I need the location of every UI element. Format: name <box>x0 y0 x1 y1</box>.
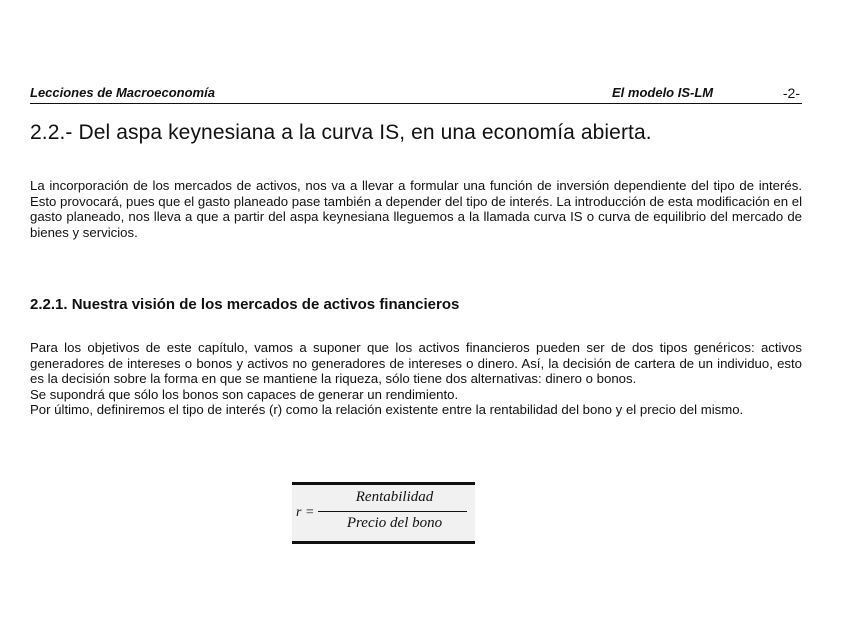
subsection-title: 2.2.1. Nuestra visión de los mercados de activos financieros <box>30 296 460 313</box>
chapter-title: El modelo IS-LM <box>612 85 714 100</box>
section-title: 2.2.- Del aspa keynesiana a la curva IS, en una economía abierta. <box>30 121 652 144</box>
paragraph-1: La incorporación de los mercados de activos, nos va a llevar a formular una función de inversión dependiente del tipo de interés. Esto provocará, pues que el gasto planeado pase también a depender del tipo de interés. La introducción de esta modificación en el gasto planeado, nos lleva a que a partir del aspa keynesiana lleguemos a la llamada curva IS o curva de equilibrio del mercado de bienes y servicios. <box>30 178 802 240</box>
paragraph-2-part-b: Se supondrá que sólo los bonos son capaces de generar un rendimiento. <box>30 386 459 402</box>
paragraph-2-part-a: Para los objetivos de este capítulo, vamos a suponer que los activos financieros pueden ser de dos tipos genéricos: activos generadores de intereses o bonos y activos no generadores de intereses o dinero. Así, la decisión de cartera de un individuo, esto es la decisión sobre la forma en que se mantiene la riqueza, sólo tiene dos alternativas: dinero o bonos. <box>30 340 802 387</box>
paragraph-2-part-c: Por último, definiremos el tipo de interés (r) como la relación existente entre la rentabilidad del bono y el precio del mismo. <box>30 402 744 418</box>
running-header <box>30 83 802 104</box>
paragraph-2 <box>30 340 802 418</box>
fraction-bar <box>318 511 467 512</box>
book-title: Lecciones de Macroeconomía <box>30 85 215 100</box>
page-number: -2- <box>782 85 800 101</box>
formula-numerator: Rentabilidad <box>355 489 434 505</box>
formula-lhs: r = <box>296 505 315 520</box>
formula-denominator: Precio del bono <box>346 515 443 531</box>
interest-rate-formula <box>292 482 475 544</box>
